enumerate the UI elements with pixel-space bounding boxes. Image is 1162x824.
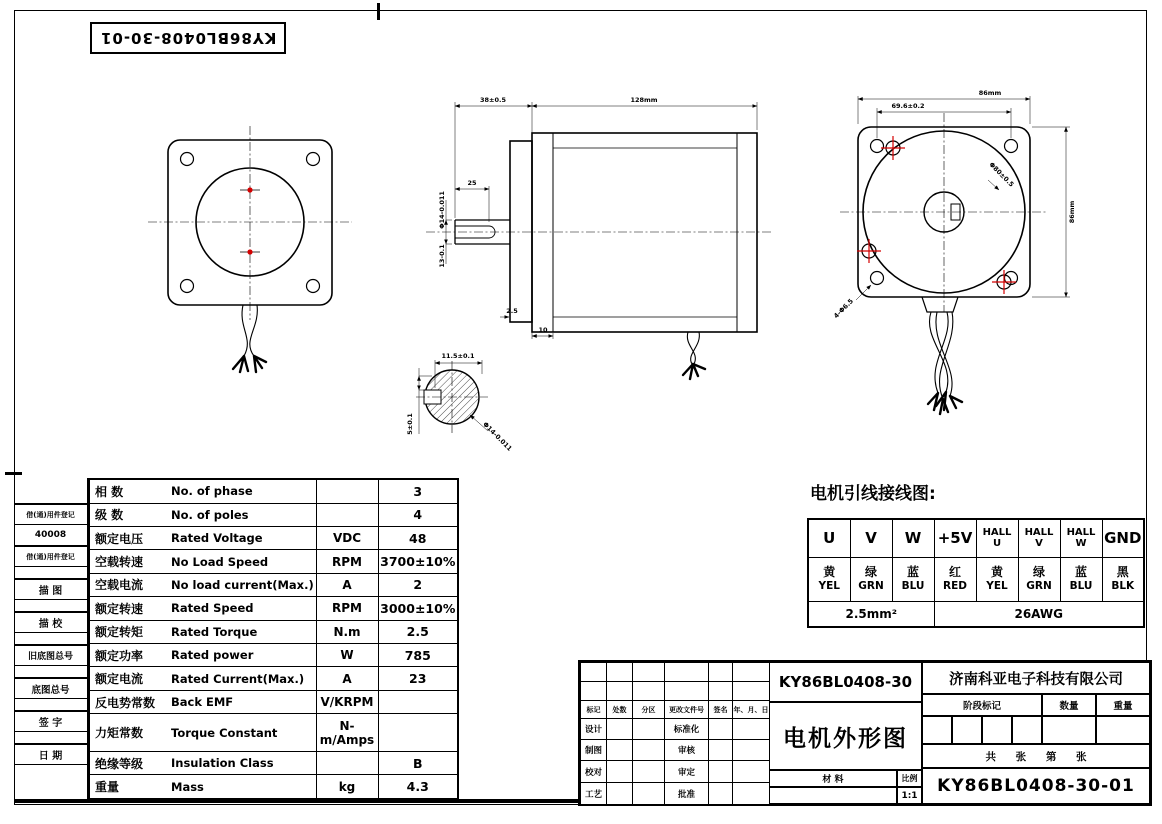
sig-role: 校对	[581, 761, 607, 783]
wiring-signal: W	[892, 519, 934, 557]
margin-label: 描 图	[14, 579, 87, 600]
spec-unit: RPM	[316, 550, 378, 573]
sig-role: 制图	[581, 740, 607, 761]
weight-label: 重量	[1096, 694, 1150, 716]
wire-color: 蓝 BLU	[892, 557, 934, 601]
wiring-signal-row	[808, 519, 1144, 557]
spec-en: No load current(Max.)	[171, 577, 314, 592]
spec-en: Rated Speed	[171, 601, 254, 616]
spec-cn: 绝缘等级	[95, 756, 144, 771]
spec-en: Rated Voltage	[171, 531, 263, 546]
wire-color: 绿 GRN	[1018, 557, 1060, 601]
wiring-color-row	[808, 557, 1144, 601]
wiring-signal: V	[850, 519, 892, 557]
spec-row	[89, 667, 458, 690]
spec-value: 2.5	[378, 620, 458, 643]
spec-cn: 额定电流	[95, 672, 144, 687]
margin-blank	[14, 666, 87, 678]
spec-unit	[316, 479, 378, 503]
spec-value: 785	[378, 644, 458, 667]
weight-value	[1096, 716, 1150, 744]
quantity-label: 数量	[1042, 694, 1096, 716]
centering-tick-left	[5, 472, 22, 475]
part-number-cell: KY86BL0408-30	[769, 662, 922, 702]
wire-color: 红 RED	[934, 557, 976, 601]
dim-shaft-extension: 38±0.5	[479, 96, 507, 104]
margin-label: 借(通)用件登记	[14, 546, 87, 567]
dim-section-width: 11.5±0.1	[441, 352, 475, 360]
wiring-diagram-title: 电机引线接线图:	[810, 484, 936, 504]
centering-tick-top	[377, 3, 380, 20]
spec-unit: N.m	[316, 620, 378, 643]
margin-label: 描 校	[14, 612, 87, 633]
wire-color: 黄 YEL	[976, 557, 1018, 601]
dim-body-length: 128mm	[630, 96, 658, 104]
rev-header: 签名	[709, 701, 733, 719]
spec-unit: V/KRPM	[316, 690, 378, 713]
spec-value: 2	[378, 573, 458, 596]
spec-cn: 额定功率	[95, 648, 144, 663]
margin-label: 40008	[14, 525, 87, 546]
rev-header: 处数	[607, 701, 633, 719]
wiring-table	[807, 518, 1145, 628]
spec-cn: 额定转速	[95, 601, 144, 616]
wiring-signal: HALL W	[1060, 519, 1102, 557]
spec-row	[89, 775, 458, 799]
spec-value: 4	[378, 503, 458, 526]
stage-cell	[952, 716, 982, 744]
margin-label: 借(通)用件登记	[14, 504, 87, 525]
spec-value: 3700±10%	[378, 550, 458, 573]
dim-rear-pilot: Φ80±0.5	[987, 160, 1016, 189]
spec-cn: 额定电压	[95, 531, 144, 546]
spec-en: Rated Current(Max.)	[171, 671, 305, 686]
spec-cn: 反电势常数	[95, 695, 156, 710]
spec-row	[89, 526, 458, 549]
spec-value: 4.3	[378, 775, 458, 799]
spec-value	[378, 690, 458, 713]
dim-rear-width: 86mm	[978, 89, 1002, 97]
spec-en: No. of phase	[171, 484, 253, 499]
dim-cap-length: 10	[538, 326, 548, 334]
spec-cn: 额定转矩	[95, 625, 144, 640]
margin-blank	[14, 478, 87, 504]
dim-shaft-flat: 13-0.1	[438, 244, 446, 268]
spec-unit: VDC	[316, 526, 378, 549]
margin-label: 底图总号	[14, 678, 87, 699]
margin-label-column	[14, 478, 88, 800]
spec-row	[89, 714, 458, 752]
spec-value: 3	[378, 479, 458, 503]
spec-unit: kg	[316, 775, 378, 799]
spec-cn: 相 数	[95, 484, 124, 499]
spec-unit: W	[316, 644, 378, 667]
dim-flange-thickness: 2.5	[506, 307, 518, 315]
drawing-number-cell: KY86BL0408-30-01	[922, 768, 1150, 804]
spec-cn: 级 数	[95, 508, 124, 523]
sig-role: 审定	[665, 761, 709, 783]
stage-cell	[1012, 716, 1042, 744]
spec-en: Mass	[171, 779, 204, 794]
corner-doc-number-box	[90, 22, 286, 54]
wiring-signal: HALL V	[1018, 519, 1060, 557]
material-label: 材 料	[769, 770, 897, 787]
spec-cn: 重量	[95, 780, 120, 795]
spec-cn: 力矩常数	[95, 726, 144, 741]
sig-role: 设计	[581, 719, 607, 740]
spec-en: Rated power	[171, 648, 254, 663]
revision-header-row	[581, 701, 770, 719]
wire-gauge-left: 2.5mm²	[808, 601, 934, 627]
rev-header: 分区	[633, 701, 665, 719]
rev-header: 更改文件号	[665, 701, 709, 719]
wiring-signal: U	[808, 519, 850, 557]
spec-unit	[316, 751, 378, 774]
spec-row	[89, 573, 458, 596]
sig-role: 工艺	[581, 783, 607, 805]
wiring-signal: +5V	[934, 519, 976, 557]
spec-value: B	[378, 751, 458, 774]
wire-color: 黑 BLK	[1102, 557, 1144, 601]
wire-gauge-right: 26AWG	[934, 601, 1144, 627]
spec-value	[378, 714, 458, 752]
dim-section-diameter: Φ14-0.011	[481, 420, 514, 453]
spec-unit: A	[316, 573, 378, 596]
spec-en: Torque Constant	[171, 725, 278, 740]
margin-blank	[14, 600, 87, 612]
spec-row	[89, 503, 458, 526]
company-name: 济南科亚电子科技有限公司	[922, 662, 1150, 694]
sig-role: 审核	[665, 740, 709, 761]
margin-blank	[14, 633, 87, 645]
wire-color: 绿 GRN	[850, 557, 892, 601]
spec-unit: RPM	[316, 597, 378, 620]
dim-section-height: 5±0.1	[406, 413, 414, 435]
spec-en: Rated Torque	[171, 624, 258, 639]
corner-doc-number: KY86BL0408-30-01	[99, 29, 277, 47]
dim-shaft-diameter: Φ14-0.011	[438, 191, 446, 229]
margin-label: 日 期	[14, 744, 87, 765]
spec-en: Insulation Class	[171, 756, 274, 771]
wiring-signal: GND	[1102, 519, 1144, 557]
scale-label: 比例	[897, 770, 922, 787]
margin-blank	[14, 732, 87, 744]
margin-blank	[14, 567, 87, 579]
rev-header: 年、月、日	[733, 701, 770, 719]
stage-mark-label: 阶段标记	[922, 694, 1042, 716]
spec-unit	[316, 503, 378, 526]
dim-rear-height: 86mm	[1068, 200, 1076, 224]
spec-value: 48	[378, 526, 458, 549]
dim-rear-holes: 4-Φ6.5	[832, 297, 855, 320]
spec-row	[89, 550, 458, 573]
wiring-signal: HALL U	[976, 519, 1018, 557]
spec-row	[89, 479, 458, 503]
spec-table	[88, 478, 459, 800]
spec-row	[89, 751, 458, 774]
margin-blank	[14, 699, 87, 711]
title-block	[578, 660, 1152, 806]
scale-value: 1:1	[897, 787, 922, 804]
spec-row	[89, 690, 458, 713]
spec-unit: A	[316, 667, 378, 690]
margin-blank	[14, 765, 87, 819]
spec-value: 23	[378, 667, 458, 690]
stage-cell	[922, 716, 952, 744]
spec-en: Back EMF	[171, 695, 234, 710]
spec-cn: 空载电流	[95, 578, 144, 593]
wiring-gauge-row	[808, 601, 1144, 627]
sig-role: 标准化	[665, 719, 709, 740]
rev-header: 标记	[581, 701, 607, 719]
revision-table	[580, 662, 770, 805]
stage-cell	[982, 716, 1012, 744]
margin-label: 旧底图总号	[14, 645, 87, 666]
spec-row	[89, 597, 458, 620]
spec-en: No. of poles	[171, 507, 249, 522]
spec-row	[89, 620, 458, 643]
sig-role: 批准	[665, 783, 709, 805]
drawing-title-cell: 电机外形图	[769, 702, 922, 770]
sheet-count-cell: 共 张 第 张	[922, 744, 1150, 768]
dim-keyway-length: 25	[467, 179, 477, 187]
dim-rear-bolt-spacing: 69.6±0.2	[891, 102, 925, 110]
spec-cn: 空载转速	[95, 555, 144, 570]
spec-en: No Load Speed	[171, 554, 269, 569]
wire-color: 黄 YEL	[808, 557, 850, 601]
margin-label: 签 字	[14, 711, 87, 732]
spec-unit: N-m/Amps	[316, 714, 378, 752]
material-value	[769, 787, 897, 804]
spec-value: 3000±10%	[378, 597, 458, 620]
wire-color: 蓝 BLU	[1060, 557, 1102, 601]
spec-row	[89, 644, 458, 667]
quantity-value	[1042, 716, 1096, 744]
